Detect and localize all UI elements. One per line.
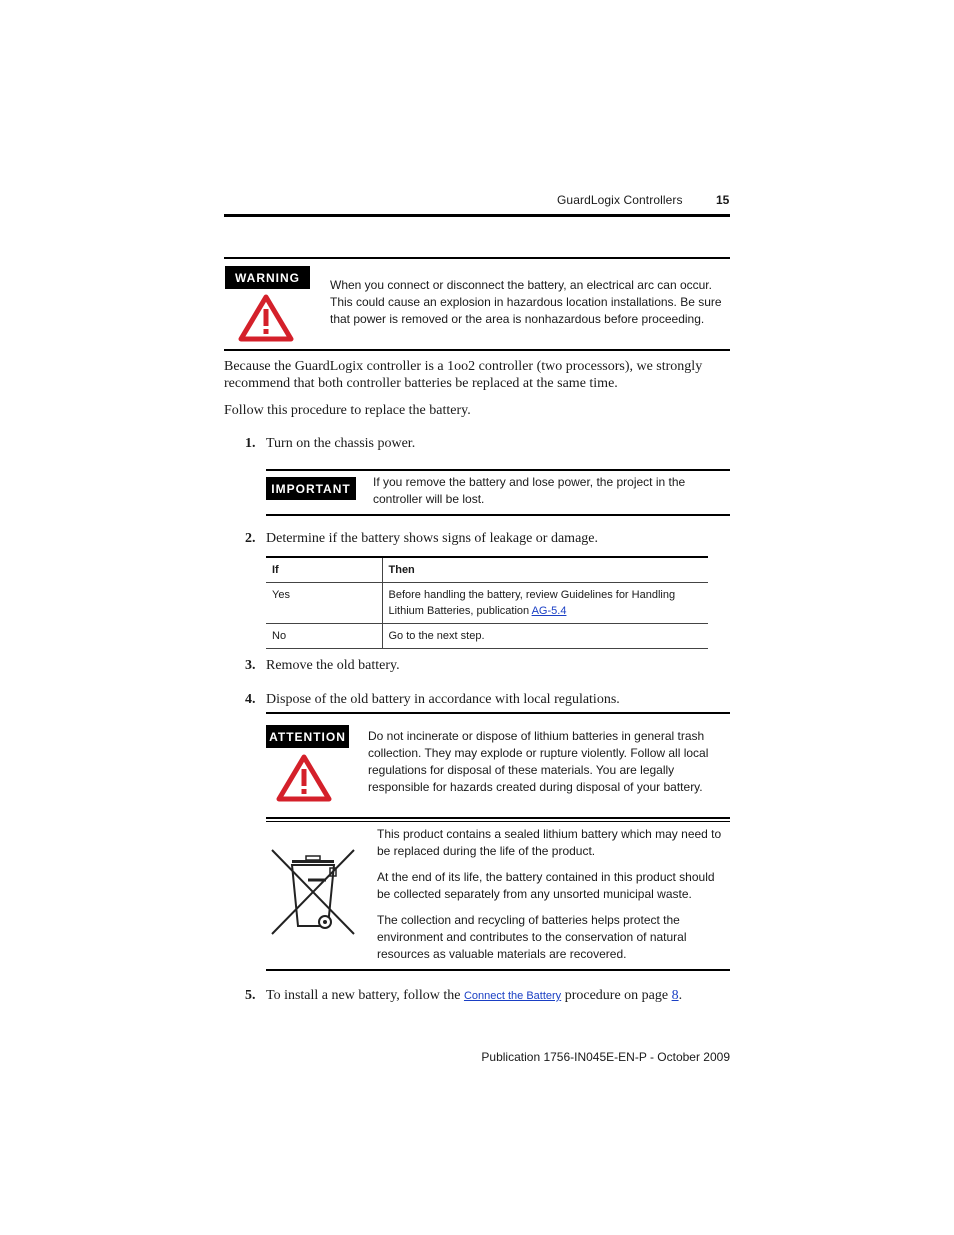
header-title: GuardLogix Controllers [557, 193, 683, 207]
warning-text: When you connect or disconnect the battery, an electrical arc can occur. This could cause an explosion in hazardous location installations. Be sure that power is removed or the area is nonhazardous before proceeding. [330, 278, 722, 326]
table-header-then: Then [382, 557, 708, 583]
table-row [266, 583, 708, 624]
table-cell-then [382, 583, 708, 624]
step-5-text-mid: procedure on page [561, 988, 672, 1003]
if-then-table [266, 556, 708, 649]
table-row [266, 624, 708, 649]
recycle-paragraph-3: The collection and recycling of batteries helps protect the environment and contributes to the conservation of natural resources as valuable materials are recovered. [377, 913, 687, 961]
attention-triangle-icon [276, 754, 332, 802]
step-2-text: Determine if the battery shows signs of leakage or damage. [266, 531, 599, 546]
step-2-number: 2. [245, 531, 256, 546]
intro-paragraph-2: Follow this procedure to replace the battery. [224, 403, 471, 418]
attention-label: ATTENTION [266, 725, 349, 748]
step-1-text: Turn on the chassis power. [266, 436, 416, 451]
table-cell-then-text: Before handling the battery, review Guidelines for Handling Lithium Batteries, publication [388, 589, 676, 617]
important-text: If you remove the battery and lose power, the project in the controller will be lost. [373, 475, 686, 506]
step-1-number: 1. [245, 436, 256, 451]
footer-publication: Publication 1756-IN045E-EN-P - October 2009 [481, 1050, 730, 1064]
step-5-text [266, 988, 682, 1004]
important-bottom-rule [266, 514, 730, 516]
step-5-number: 5. [245, 988, 256, 1003]
recycle-top-rule [266, 821, 730, 822]
warning-triangle-icon [238, 294, 294, 342]
important-label: IMPORTANT [266, 477, 356, 500]
attention-top-rule [266, 712, 730, 714]
step-5-text-after: . [678, 988, 683, 1003]
running-header [557, 193, 683, 207]
warning-top-rule [224, 257, 730, 259]
recycle-text [377, 826, 729, 972]
step-4-text: Dispose of the old battery in accordance with local regulations. [266, 692, 620, 707]
recycle-paragraph-1: This product contains a sealed lithium battery which may need to be replaced during the life of the product. [377, 827, 722, 858]
table-header-row [266, 557, 708, 583]
table-cell-if: No [266, 624, 382, 649]
connect-battery-link[interactable]: Connect the Battery [463, 990, 562, 1002]
warning-bottom-rule [224, 349, 730, 351]
recycle-paragraph-2: At the end of its life, the battery contained in this product should be collected separately from any unsorted municipal waste. [377, 870, 715, 901]
attention-text: Do not incinerate or dispose of lithium batteries in general trash collection. They may explode or rupture violently. Follow all local regulations for disposal of these materials. You are legally responsible for hazards created during disposal of your battery. [368, 729, 709, 794]
step-5-text-before: To install a new battery, follow the [266, 988, 464, 1003]
page-8-link[interactable]: 8 [671, 988, 679, 1003]
table-cell-if: Yes [266, 583, 382, 624]
page-number: 15 [716, 193, 730, 207]
publication-link[interactable]: AG-5.4 [531, 605, 567, 617]
intro-paragraph-1: Because the GuardLogix controller is a 1oo2 controller (two processors), we strongly recommend that both controller batteries be replaced at the same time. [224, 359, 703, 391]
recycle-bottom-rule [266, 969, 730, 971]
step-3-number: 3. [245, 658, 256, 673]
step-3-text: Remove the old battery. [266, 658, 400, 673]
table-header-if: If [266, 557, 382, 583]
header-rule [224, 214, 730, 217]
warning-label: WARNING [225, 266, 310, 289]
important-top-rule [266, 469, 730, 471]
attention-bottom-rule [266, 817, 730, 819]
table-cell-then: Go to the next step. [382, 624, 708, 649]
crossed-out-wheelie-bin-icon [270, 848, 356, 936]
step-4-number: 4. [245, 692, 256, 707]
